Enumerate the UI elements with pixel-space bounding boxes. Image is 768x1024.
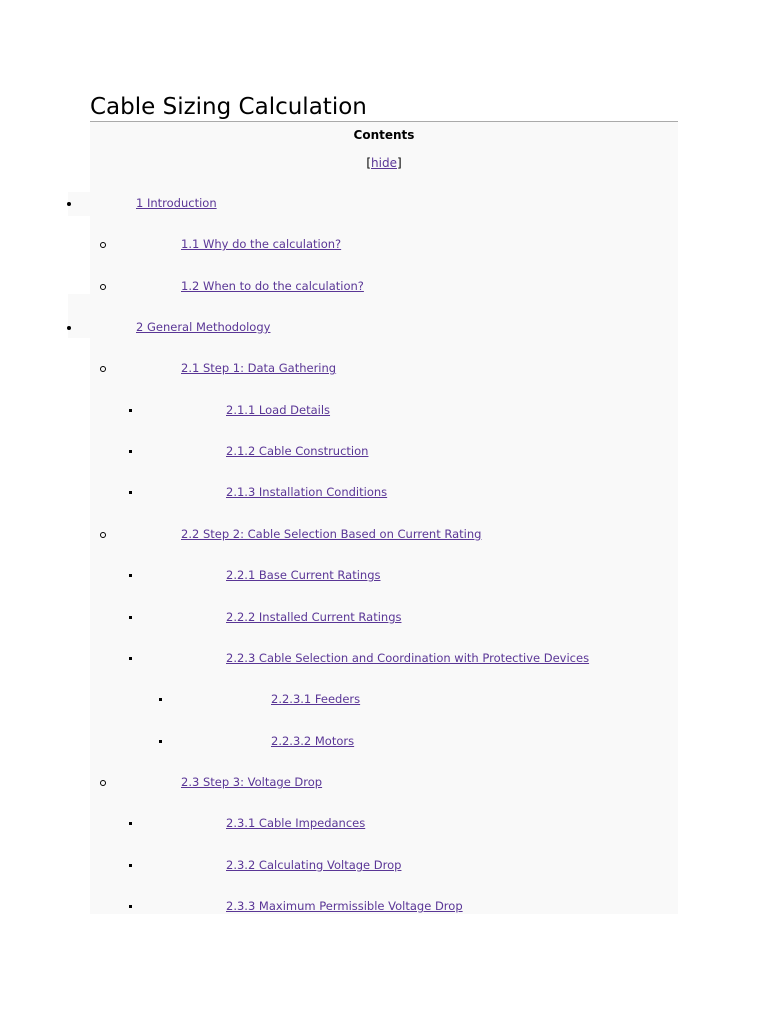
toc-bullet-icon [100,361,106,372]
toc-bullet-icon [129,610,132,619]
toc-toggle-close-bracket: ] [396,156,402,170]
page-title: Cable Sizing Calculation [90,94,367,120]
toc-link[interactable]: 2.1.2 Cable Construction [226,444,369,458]
toc-item [226,485,387,500]
toc-link[interactable]: 2 General Methodology [136,320,271,334]
toc-item [181,775,322,790]
toc-link[interactable]: 2.1 Step 1: Data Gathering [181,361,337,375]
toc-link[interactable]: 2.3.1 Cable Impedances [226,816,366,830]
toc-item [226,568,381,583]
toc-link[interactable]: 1.1 Why do the calculation? [181,237,342,251]
toc-hide-link[interactable]: hide [371,156,397,170]
toc-link[interactable]: 2.1.1 Load Details [226,403,331,417]
toc-bullet-icon [129,485,132,494]
toc-bullet-icon [129,816,132,825]
toc-bullet-icon [67,320,71,330]
toc-link[interactable]: 2.3 Step 3: Voltage Drop [181,775,323,789]
toc-item [271,734,354,749]
toc-item [136,196,217,211]
toc-box [90,122,678,914]
toc-bullet-icon [100,237,106,248]
toc-bullet-icon [159,692,162,701]
toc-link[interactable]: 1 Introduction [136,196,217,210]
toc-item [226,651,589,666]
toc-bullet-icon [100,527,106,538]
toc-item [226,610,401,625]
toc-link[interactable]: 2.3.2 Calculating Voltage Drop [226,858,402,872]
toc-bullet-icon [129,444,132,453]
toc-link[interactable]: 2.2.3 Cable Selection and Coordination with Protective Devices [226,651,590,665]
toc-link[interactable]: 2.2 Step 2: Cable Selection Based on Current Rating [181,527,482,541]
toc-toggle-open-bracket: [ [366,156,372,170]
toc-toggle [90,156,678,171]
toc-item [181,527,481,542]
toc-bullet-icon [67,196,71,206]
toc-heading: Contents [353,128,415,142]
toc-link[interactable]: 2.2.1 Base Current Ratings [226,568,381,582]
toc-bullet-icon [129,899,132,908]
toc-item [181,237,341,252]
toc-link[interactable]: 2.2.2 Installed Current Ratings [226,610,402,624]
toc-item [271,692,360,707]
toc-link[interactable]: 2.2.3.2 Motors [271,734,355,748]
toc-item [181,279,364,294]
toc-item [226,899,463,914]
toc-item [226,444,368,459]
toc-item [181,361,336,376]
toc-level1-background [68,294,90,338]
toc-link[interactable]: 2.3.3 Maximum Permissible Voltage Drop [226,899,463,913]
toc-bullet-icon [100,279,106,290]
toc-bullet-icon [100,775,106,786]
toc-item [226,403,330,418]
toc-link[interactable]: 1.2 When to do the calculation? [181,279,364,293]
toc-item [136,320,270,335]
toc-bullet-icon [129,568,132,577]
toc-bullet-icon [129,858,132,867]
toc-link[interactable]: 2.1.3 Installation Conditions [226,485,388,499]
toc-item [226,858,401,873]
toc-bullet-icon [129,651,132,660]
toc-link[interactable]: 2.2.3.1 Feeders [271,692,361,706]
toc-bullet-icon [159,734,162,743]
toc-level1-background [68,192,90,216]
toc-bullet-icon [129,403,132,412]
toc-item [226,816,365,831]
